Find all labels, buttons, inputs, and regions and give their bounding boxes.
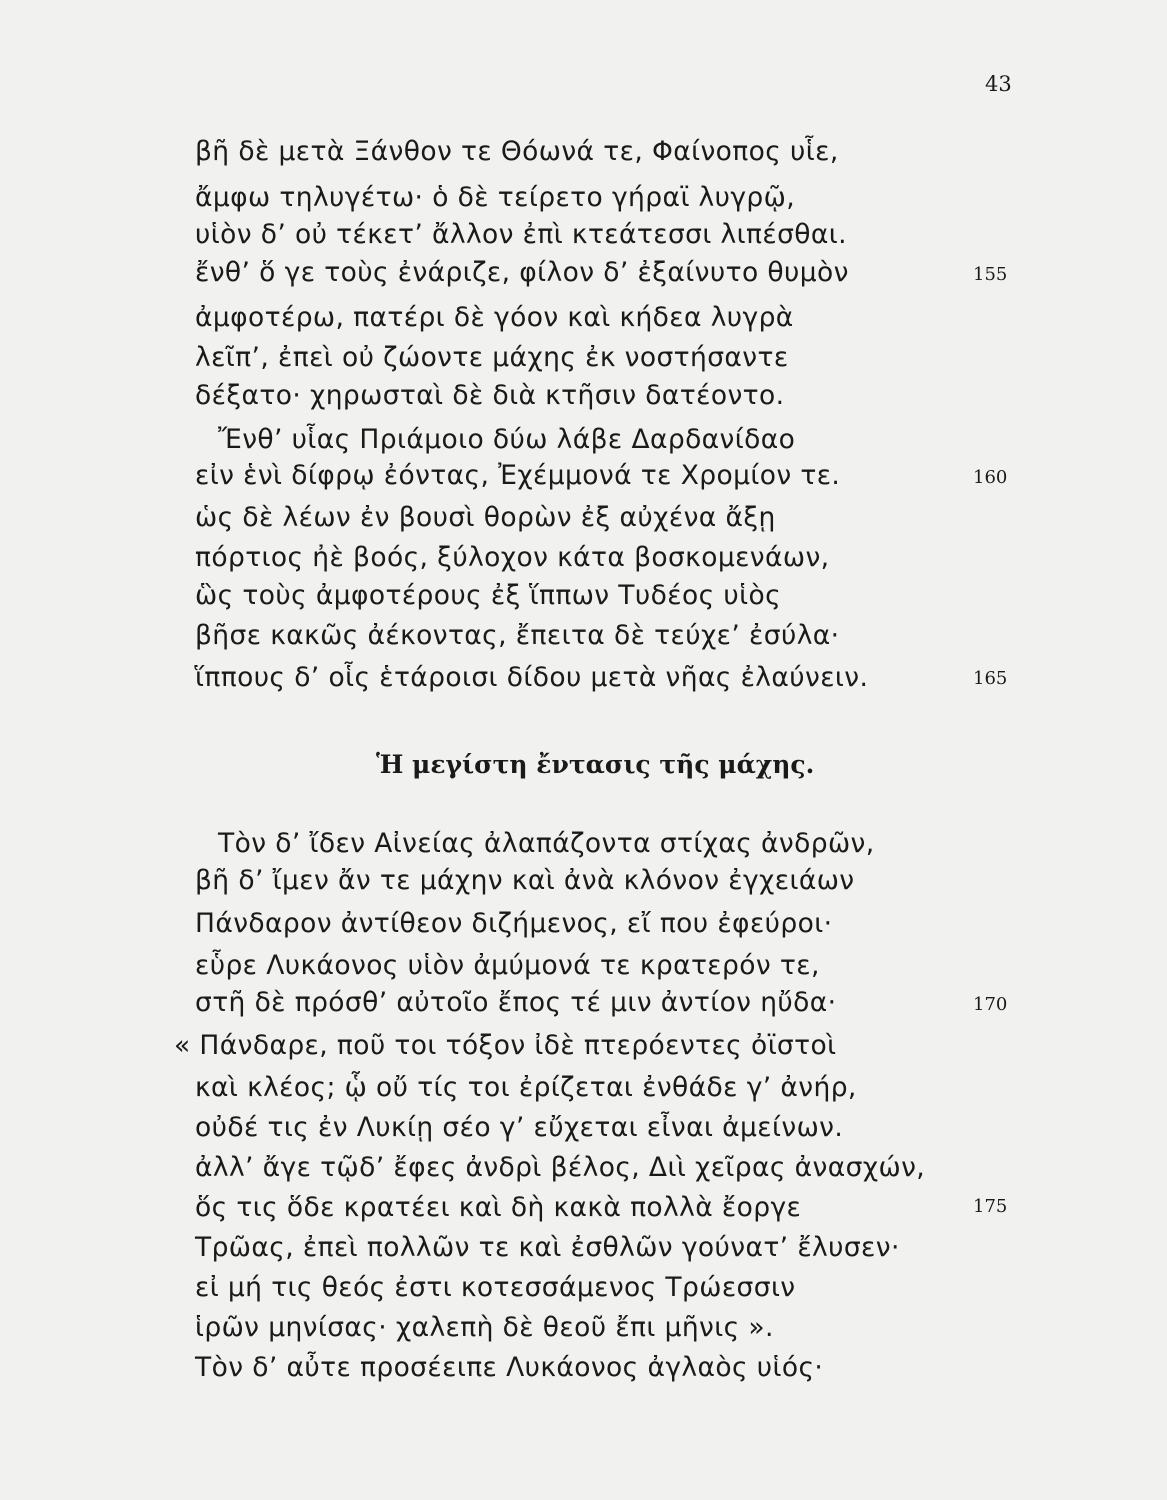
verse-line: δέξατο· χηρωσταὶ δὲ διὰ κτῆσιν δατέοντο. bbox=[195, 380, 785, 411]
verse-line: βῆ δ’ ἴμεν ἄν τε μάχην καὶ ἀνὰ κλόνον ἐγχειάων bbox=[195, 865, 855, 896]
section-heading: Ἡ μεγίστη ἔντασις τῆς μάχης. bbox=[376, 750, 815, 779]
verse-line: ἀλλ’ ἄγε τῷδ’ ἔφες ἀνδρὶ βέλος, Διὶ χεῖρας ἀνασχών, bbox=[195, 1152, 926, 1183]
verse-line: εὗρε Λυκάονος υἱὸν ἀμύμονά τε κρατερόν τε, bbox=[195, 950, 820, 981]
verse-line: εἰν ἑνὶ δίφρῳ ἐόντας, Ἐχέμμονά τε Χρομίον τε. bbox=[195, 460, 841, 491]
verse-line: Ἔνθ’ υἷας Πριάμοιο δύω λάβε Δαρδανίδαο bbox=[218, 424, 796, 455]
verse-line: Τὸν δ’ αὖτε προσέειπε Λυκάονος ἀγλαὸς υἱός· bbox=[195, 1352, 824, 1383]
page-number: 43 bbox=[985, 72, 1012, 96]
verse-line: στῆ δὲ πρόσθ’ αὐτοῖο ἔπος τέ μιν ἀντίον ηὔδα· bbox=[195, 987, 837, 1018]
verse-line: ἱρῶν μηνίσας· χαλεπὴ δὲ θεοῦ ἔπι μῆνις ». bbox=[195, 1312, 774, 1343]
verse-line: ὅς τις ὅδε κρατέει καὶ δὴ κακὰ πολλὰ ἔοργε bbox=[195, 1192, 802, 1223]
verse-line: ὡς δὲ λέων ἐν βουσὶ θορὼν ἐξ αὐχένα ἄξῃ bbox=[195, 502, 776, 533]
verse-line: εἰ μή τις θεός ἐστι κοτεσσάμενος Τρώεσσιν bbox=[195, 1272, 796, 1303]
verse-line: ὣς τοὺς ἀμφοτέρους ἐξ ἵππων Τυδέος υἱὸς bbox=[195, 580, 782, 611]
verse-line: οὐδέ τις ἐν Λυκίῃ σέο γ’ εὔχεται εἶναι ἀμείνων. bbox=[195, 1112, 844, 1143]
verse-line: Τὸν δ’ ἴδεν Αἰνείας ἀλαπάζοντα στίχας ἀνδρῶν, bbox=[218, 828, 875, 859]
verse-line: « Πάνδαρε, ποῦ τοι τόξον ἰδὲ πτερόεντες ὀϊστοὶ bbox=[174, 1030, 837, 1061]
line-number: 155 bbox=[973, 264, 1008, 285]
verse-line: Τρῶας, ἐπεὶ πολλῶν τε καὶ ἐσθλῶν γούνατ’ ἔλυσεν· bbox=[195, 1232, 900, 1263]
line-number: 160 bbox=[973, 467, 1008, 488]
verse-line: λεῖπ’, ἐπεὶ οὐ ζώοντε μάχης ἐκ νοστήσαντε bbox=[195, 342, 789, 373]
line-number: 165 bbox=[973, 668, 1008, 689]
verse-line: ἀμφοτέρω, πατέρι δὲ γόον καὶ κήδεα λυγρὰ bbox=[195, 302, 794, 333]
verse-line: υἱὸν δ’ οὐ τέκετ’ ἄλλον ἐπὶ κτεάτεσσι λιπέσθαι. bbox=[195, 219, 847, 250]
verse-line: καὶ κλέος; ᾧ οὔ τίς τοι ἐρίζεται ἐνθάδε γ’ ἀνήρ, bbox=[195, 1072, 857, 1103]
verse-line: Πάνδαρον ἀντίθεον διζήμενος, εἴ που ἐφεύροι· bbox=[195, 908, 833, 939]
verse-line: βῆσε κακῶς ἀέκοντας, ἔπειτα δὲ τεύχε’ ἐσύλα· bbox=[195, 620, 840, 651]
verse-line: ἵππους δ’ οἷς ἑτάροισι δίδου μετὰ νῆας ἐλαύνειν. bbox=[195, 662, 869, 693]
line-number: 175 bbox=[973, 1196, 1008, 1217]
verse-line: πόρτιος ἠὲ βοός, ξύλοχον κάτα βοσκομενάων, bbox=[195, 542, 830, 573]
verse-line: βῆ δὲ μετὰ Ξάνθον τε Θόωνά τε, Φαίνοπος υἷε, bbox=[195, 136, 839, 167]
line-number: 170 bbox=[973, 994, 1008, 1015]
verse-line: ἄμφω τηλυγέτω· ὁ δὲ τείρετο γήραϊ λυγρῷ, bbox=[195, 182, 796, 213]
verse-line: ἔνθ’ ὅ γε τοὺς ἐνάριζε, φίλον δ’ ἐξαίνυτο θυμὸν bbox=[195, 257, 849, 288]
